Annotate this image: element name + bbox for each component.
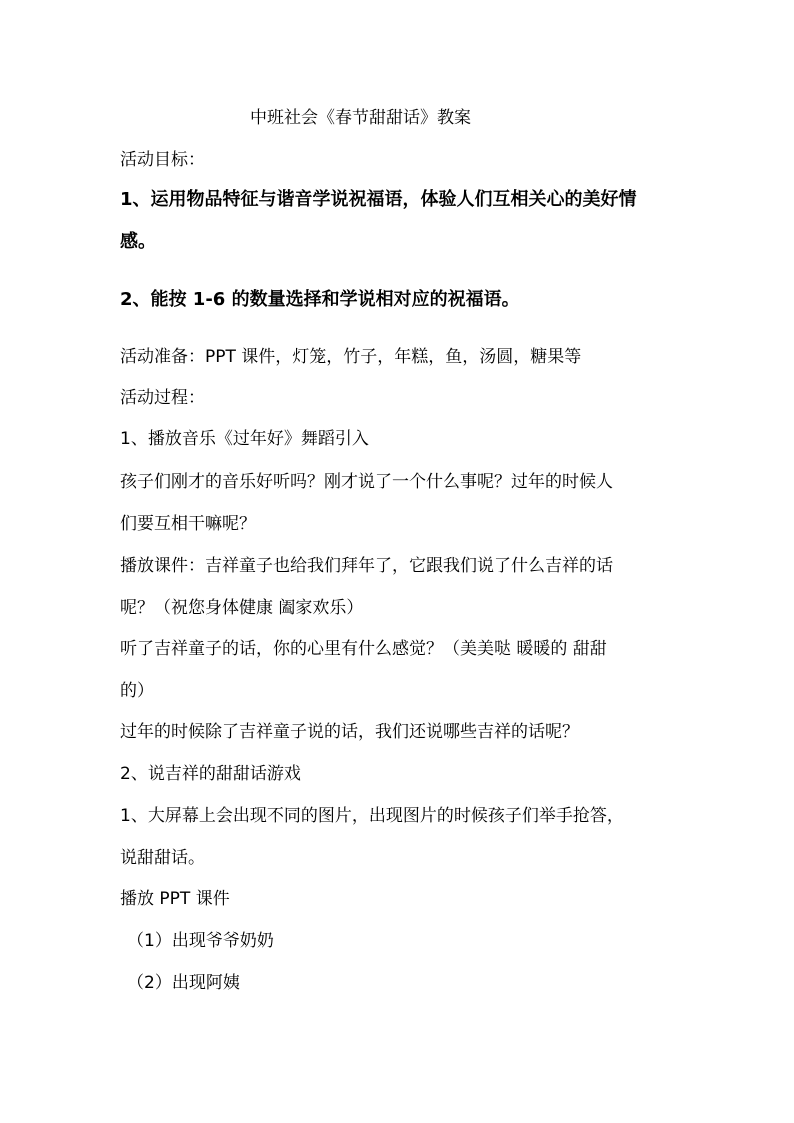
preparation-line: 活动准备：PPT 课件，灯笼，竹子，年糕，鱼，汤圆，糖果等 xyxy=(120,347,582,367)
document-title: 中班社会《春节甜甜话》教案 xyxy=(250,108,471,128)
section-heading-process: 活动过程： xyxy=(120,388,205,408)
paragraph-line: 的） xyxy=(120,681,154,701)
goal-2: 2、能按 1-6 的数量选择和学说相对应的祝福语。 xyxy=(120,289,520,310)
section-heading-goals: 活动目标： xyxy=(120,150,205,170)
paragraph-line: 1、大屏幕上会出现不同的图片，出现图片的时候孩子们举手抢答， xyxy=(120,806,624,826)
goal-1-line-2: 感。 xyxy=(120,231,156,252)
list-item: （1）出现爷爷奶奶 xyxy=(127,931,274,951)
paragraph-line: 孩子们刚才的音乐好听吗？刚才说了一个什么事呢？过年的时候人 xyxy=(120,472,613,492)
paragraph-line: 播放 PPT 课件 xyxy=(120,889,230,909)
goal-1-line-1: 1、运用物品特征与谐音学说祝福语，体验人们互相关心的美好情 xyxy=(120,189,637,210)
paragraph-line: 呢？（祝您身体健康 阖家欢乐） xyxy=(120,598,364,618)
process-step-2: 2、说吉祥的甜甜话游戏 xyxy=(120,764,301,784)
paragraph-line: 们要互相干嘛呢？ xyxy=(120,514,256,534)
process-step-1: 1、播放音乐《过年好》舞蹈引入 xyxy=(120,429,369,449)
paragraph-line: 说甜甜话。 xyxy=(120,848,205,868)
paragraph-line: 过年的时候除了吉祥童子说的话，我们还说哪些吉祥的话呢？ xyxy=(120,722,579,742)
list-item: （2）出现阿姨 xyxy=(127,973,240,993)
paragraph-line: 听了吉祥童子的话，你的心里有什么感觉？（美美哒 暖暖的 甜甜 xyxy=(120,639,607,659)
paragraph-line: 播放课件：吉祥童子也给我们拜年了，它跟我们说了什么吉祥的话 xyxy=(120,556,613,576)
